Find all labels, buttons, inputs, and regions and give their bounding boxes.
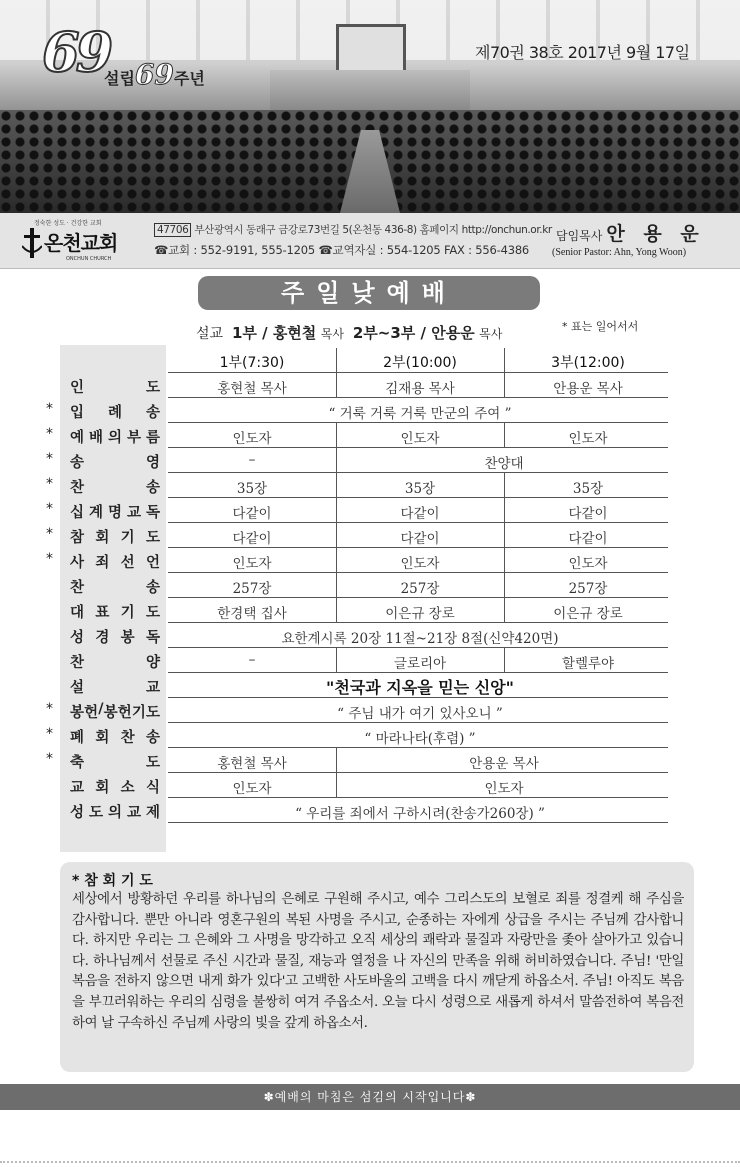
order-span-cell: 찬양대 [484, 456, 524, 472]
order-cell: 인도자 [568, 556, 608, 572]
order-row [0, 548, 740, 573]
order-row [0, 373, 740, 398]
order-span-cell: “ 주님 내가 여기 있사오니 ” [337, 706, 503, 722]
footer-banner: ✽예배의 마침은 섬김의 시작입니다✽ [0, 1084, 740, 1110]
order-row [0, 398, 740, 423]
order-span-cell: 인도자 [484, 781, 524, 797]
order-cell: 김재용 목사 [385, 381, 455, 397]
anniversary-text: 설립69주년 [104, 58, 205, 91]
column-divider [336, 373, 337, 397]
church-phones: ☎교회 : 552-9191, 555-1205 ☎교역자실 : 554-1205 FAX : 556-4386 [154, 243, 530, 257]
order-label: 성 도 의 교 제 [70, 805, 160, 821]
order-row [0, 673, 740, 698]
order-cell: 할렐루야 [561, 656, 615, 672]
column-divider [336, 348, 337, 372]
standing-mark: * [46, 726, 53, 742]
order-cell: 다같이 [400, 531, 440, 547]
order-cell: 35장 [572, 481, 604, 497]
standing-note: * 표는 일어서서 [562, 320, 639, 333]
order-cell: 홍현철 목사 [217, 756, 287, 772]
order-cell: 다같이 [400, 506, 440, 522]
column-divider [504, 573, 505, 597]
column-divider [504, 423, 505, 447]
order-label: 찬 송 [70, 480, 160, 496]
column-divider [336, 573, 337, 597]
order-row [0, 448, 740, 473]
order-label: 교 회 소 식 [70, 780, 160, 796]
order-cell: 이은규 장로 [385, 606, 455, 622]
column-divider [336, 448, 337, 472]
altar-cross-frame [336, 24, 406, 74]
standing-mark: * [46, 501, 53, 517]
order-cell: 홍현철 목사 [217, 381, 287, 397]
order-cell: 안용운 목사 [553, 381, 623, 397]
order-label: 사 죄 선 언 [70, 555, 160, 571]
standing-mark: * [46, 426, 53, 442]
order-label: 설 교 [70, 680, 160, 696]
row-underline [168, 822, 668, 823]
column-header: 3부(12:00) [551, 355, 625, 371]
column-divider [504, 523, 505, 547]
order-row [0, 773, 740, 798]
order-row [0, 473, 740, 498]
order-cell: 글로리아 [393, 656, 447, 672]
order-label: 봉 헌 / 봉 헌 기 도 [70, 701, 160, 721]
order-row [0, 573, 740, 598]
column-header-row [0, 348, 740, 373]
order-row [0, 698, 740, 723]
order-cell: 257장 [232, 581, 272, 597]
column-header: 2부(10:00) [383, 355, 457, 371]
order-span-cell: 요한계시록 20장 11절~21장 8절(신약420면) [281, 631, 559, 647]
column-divider [336, 648, 337, 672]
column-divider [504, 648, 505, 672]
order-cell: 257장 [400, 581, 440, 597]
order-label: 인 도 [70, 380, 160, 396]
column-divider [336, 548, 337, 572]
order-span-cell: "천국과 지옥을 믿는 신앙" [326, 678, 514, 697]
order-cell: – [248, 652, 256, 668]
column-divider [504, 498, 505, 522]
anniversary-logo-number: 69 [42, 20, 110, 84]
order-cell: 다같이 [232, 506, 272, 522]
order-row [0, 623, 740, 648]
order-cell: 인도자 [232, 781, 272, 797]
standing-mark: * [46, 476, 53, 492]
order-span-cell: “ 거룩 거룩 거룩 만군의 주여 ” [328, 406, 512, 422]
order-row [0, 423, 740, 448]
church-info-bar [0, 213, 740, 269]
order-span-cell: “ 우리를 죄에서 구하시려(찬송가260장) ” [295, 806, 545, 822]
senior-pastor-english: (Senior Pastor: Ahn, Yong Woon) [552, 247, 687, 258]
order-label: 입 례 송 [70, 405, 160, 421]
order-span-cell: “ 마라나타(후렴) ” [364, 731, 476, 747]
prayer-body: 세상에서 방황하던 우리를 하나님의 은혜로 구원해 주시고, 예수 그리스도의 보혈로 죄를 정결케 해 주심을 감사합니다. 뿐만 아니라 영혼구원의 복된 사명을 주시고, 순종하는 자에게 상급을 주시는 주님께 감사합니다. 하지만 우리는 그 은혜와 그 사명을 망각하고 오직 세상의 쾌락과 물질과 자랑만을 좇아 살아가고 있습니다. 하나님께서 선물로 주신 시간과 물질, 재능과 열정을 나 자신의 만족을 위해 허비하였습니다. 주님! '만일 복음을 전하지 않으면 내게 화가 있다'고 고백한 사도바울의 고백을 다시 깨닫게 하옵소서. 주님! 아직도 복음을 부끄러워하는 우리의 심령을 불쌍히 여겨 주옵소서. 오늘 다시 성령으로 새롭게 하셔서 말씀전하여 복음전하여 날 구속하신 주님께 사랑의 빛을 갚게 하옵소서. [72, 892, 684, 1031]
church-logo: 정숙한 성도 · 건강한 교회 온천교회 ONCHUN CHURCH [22, 218, 117, 262]
standing-mark: * [46, 551, 53, 567]
order-row [0, 598, 740, 623]
order-cell: 다같이 [568, 506, 608, 522]
header-photo [0, 0, 740, 213]
order-row [0, 723, 740, 748]
order-label: 예 배 의 부 름 [70, 430, 160, 446]
order-cell: 인도자 [568, 431, 608, 447]
standing-mark: * [46, 751, 53, 767]
column-divider [504, 348, 505, 372]
order-cell: 다같이 [568, 531, 608, 547]
column-divider [336, 748, 337, 772]
church-cross-icon [22, 228, 42, 258]
church-address: 47706 부산광역시 동래구 금강로73번길 5(온천동 436-8) 홈페이지 http://onchun.or.kr [154, 222, 552, 237]
order-row [0, 523, 740, 548]
order-label: 성 경 봉 독 [70, 630, 160, 646]
order-cell: 다같이 [232, 531, 272, 547]
order-cell: 35장 [236, 481, 268, 497]
column-divider [504, 373, 505, 397]
order-label: 참 회 기 도 [70, 530, 160, 546]
order-row [0, 498, 740, 523]
order-label: 대 표 기 도 [70, 605, 160, 621]
standing-mark: * [46, 401, 53, 417]
order-cell: 인도자 [400, 556, 440, 572]
column-divider [336, 598, 337, 622]
service-title: 주일낮예배 [198, 276, 540, 310]
order-label: 십 계 명 교 독 [70, 505, 160, 521]
order-cell: – [248, 452, 256, 468]
column-divider [504, 598, 505, 622]
senior-pastor: 담임목사 안 용 운 [556, 223, 705, 245]
order-label: 찬 송 [70, 580, 160, 596]
column-divider [336, 498, 337, 522]
order-cell: 인도자 [232, 431, 272, 447]
order-label: 폐 회 찬 송 [70, 730, 160, 746]
order-cell: 257장 [568, 581, 608, 597]
order-cell: 인도자 [232, 556, 272, 572]
order-label: 축 도 [70, 755, 160, 771]
column-divider [336, 773, 337, 797]
order-row [0, 798, 740, 823]
prayer-heading: * 참 회 기 도 [72, 873, 153, 889]
issue-info: 제70권 38호 2017년 9월 17일 [475, 43, 690, 62]
bottom-divider [0, 1161, 740, 1163]
column-header: 1부(7:30) [219, 355, 285, 371]
column-divider [504, 548, 505, 572]
standing-mark: * [46, 451, 53, 467]
order-cell: 인도자 [400, 431, 440, 447]
sermon-preachers: 설교 1부 / 홍현철 목사 2부~3부 / 안용운 목사 [196, 324, 503, 342]
order-row [0, 748, 740, 773]
order-cell: 35장 [404, 481, 436, 497]
column-divider [504, 473, 505, 497]
prayer-box [60, 862, 694, 1072]
order-span-cell: 안용운 목사 [469, 756, 539, 772]
column-divider [336, 423, 337, 447]
column-divider [336, 523, 337, 547]
order-cell: 이은규 장로 [553, 606, 623, 622]
column-divider [336, 473, 337, 497]
order-label: 찬 양 [70, 655, 160, 671]
standing-mark: * [46, 526, 53, 542]
order-label: 송 영 [70, 455, 160, 471]
order-cell: 한경택 집사 [217, 606, 287, 622]
order-row [0, 648, 740, 673]
standing-mark: * [46, 701, 53, 717]
